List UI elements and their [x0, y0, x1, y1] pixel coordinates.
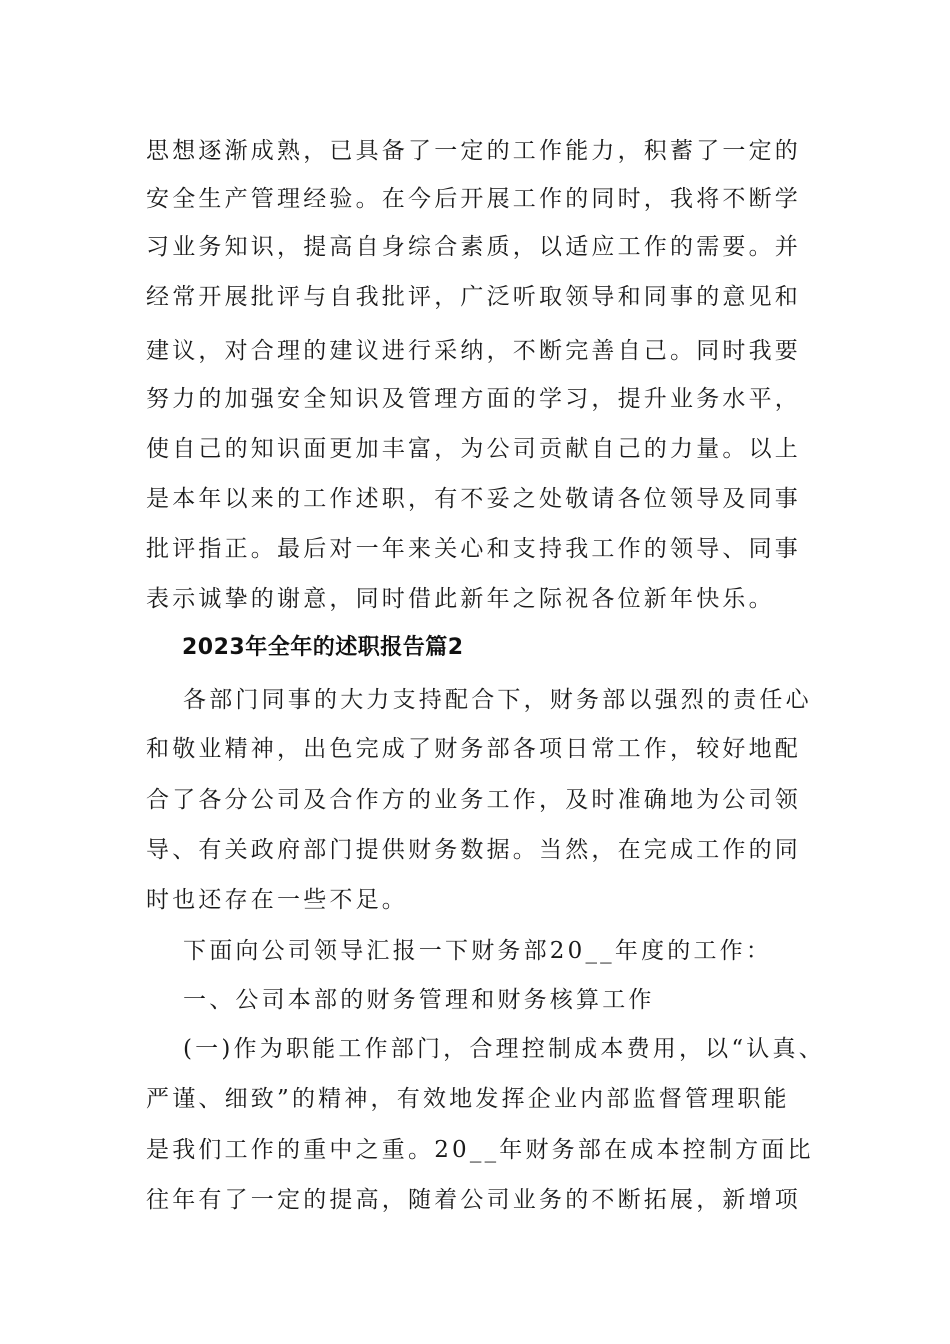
paragraph-line: 时也还存在一些不足。 — [146, 887, 408, 913]
paragraph-line: 严谨、细致”的精神，有效地发挥企业内部监督管理职能 — [146, 1086, 790, 1112]
paragraph-line: 和敬业精神，出色完成了财务部各项日常工作，较好地配 — [146, 736, 801, 762]
paragraph-line: 努力的加强安全知识及管理方面的学习，提升业务水平， — [146, 386, 801, 412]
paragraph-line: 合了各分公司及合作方的业务工作，及时准确地为公司领 — [146, 787, 801, 813]
paragraph-line: 批评指正。最后对一年来关心和支持我工作的领导、同事 — [146, 536, 801, 562]
paragraph-line: 一、公司本部的财务管理和财务核算工作 — [183, 987, 655, 1013]
paragraph-line: 往年有了一定的提高，随着公司业务的不断拓展，新增项 — [146, 1187, 801, 1213]
section-heading: 2023年全年的述职报告篇2 — [182, 635, 464, 660]
paragraph-line: 表示诚挚的谢意，同时借此新年之际祝各位新年快乐。 — [146, 586, 775, 612]
paragraph-line: 是本年以来的工作述职，有不妥之处敬请各位领导及同事 — [146, 486, 801, 512]
paragraph-line: 建议，对合理的建议进行采纳，不断完善自己。同时我要 — [146, 338, 801, 364]
paragraph-line: 经常开展批评与自我批评，广泛听取领导和同事的意见和 — [146, 284, 801, 310]
paragraph-line: 使自己的知识面更加丰富，为公司贡献自己的力量。以上 — [146, 436, 801, 462]
paragraph-line: 安全生产管理经验。在今后开展工作的同时，我将不断学 — [146, 186, 801, 212]
paragraph-line: 是我们工作的重中之重。20__年财务部在成本控制方面比 — [146, 1137, 814, 1163]
paragraph-line: 各部门同事的大力支持配合下，财务部以强烈的责任心 — [183, 687, 812, 713]
paragraph-line: 下面向公司领导汇报一下财务部20__年度的工作： — [183, 938, 773, 964]
paragraph-line: 导、有关政府部门提供财务数据。当然，在完成工作的同 — [146, 837, 801, 863]
paragraph-line: 习业务知识，提高自身综合素质，以适应工作的需要。并 — [146, 234, 801, 260]
paragraph-line: 思想逐渐成熟，已具备了一定的工作能力，积蓄了一定的 — [146, 138, 801, 164]
paragraph-line: (一)作为职能工作部门，合理控制成本费用，以“认真、 — [183, 1036, 825, 1062]
